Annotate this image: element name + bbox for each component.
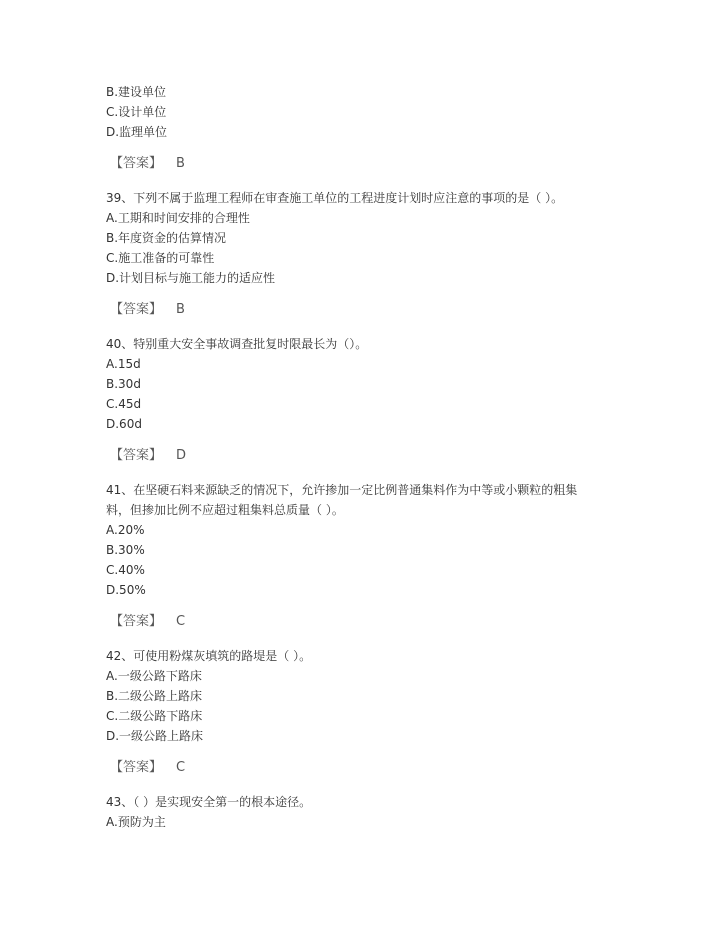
option-b: B.建设单位 bbox=[106, 85, 167, 99]
option-d: D.60d bbox=[106, 417, 142, 431]
question-39 bbox=[106, 188, 626, 320]
option-d: D.监理单位 bbox=[106, 125, 168, 139]
option-c: C.设计单位 bbox=[106, 105, 167, 119]
question-41 bbox=[106, 480, 626, 632]
question-stem-line-1: 41、在坚硬石料来源缺乏的情况下，允许掺加一定比例普通集料作为中等或小颗粒的粗集 bbox=[106, 483, 578, 497]
option-b: B.年度资金的估算情况 bbox=[106, 231, 227, 245]
answer-row bbox=[106, 446, 626, 466]
option-c: C.二级公路下路床 bbox=[106, 709, 203, 723]
option-a: A.工期和时间安排的合理性 bbox=[106, 211, 250, 225]
answer-row bbox=[106, 154, 626, 174]
question-43 bbox=[106, 792, 626, 832]
option-b: B.30% bbox=[106, 543, 145, 557]
option-d: D.一级公路上路床 bbox=[106, 729, 204, 743]
option-b: B.二级公路上路床 bbox=[106, 689, 203, 703]
option-c: C.45d bbox=[106, 397, 142, 411]
answer-key: C bbox=[176, 614, 186, 629]
question-stem: 42、可使用粉煤灰填筑的路堤是（ ）。 bbox=[106, 649, 312, 663]
answer-row bbox=[106, 300, 626, 320]
answer-label: 【答案】 bbox=[110, 156, 163, 171]
option-a: A.15d bbox=[106, 357, 141, 371]
question-stem: 39、下列不属于监理工程师在审查施工单位的工程进度计划时应注意的事项的是（ ）。 bbox=[106, 191, 564, 205]
answer-key: B bbox=[176, 302, 185, 317]
question-40 bbox=[106, 334, 626, 466]
answer-label: 【答案】 bbox=[110, 448, 163, 463]
option-c: C.施工准备的可靠性 bbox=[106, 251, 215, 265]
option-d: D.计划目标与施工能力的适应性 bbox=[106, 271, 276, 285]
option-a: A.预防为主 bbox=[106, 815, 166, 829]
option-a: A.一级公路下路床 bbox=[106, 669, 202, 683]
option-a: A.20% bbox=[106, 523, 145, 537]
answer-key: B bbox=[176, 156, 185, 171]
document-page bbox=[106, 82, 626, 832]
answer-label: 【答案】 bbox=[110, 302, 163, 317]
question-42 bbox=[106, 646, 626, 778]
answer-key: D bbox=[176, 448, 187, 463]
answer-key: C bbox=[176, 760, 186, 775]
answer-label: 【答案】 bbox=[110, 760, 163, 775]
answer-row bbox=[106, 758, 626, 778]
option-b: B.30d bbox=[106, 377, 141, 391]
answer-row bbox=[106, 612, 626, 632]
question-stem: 40、特别重大安全事故调查批复时限最长为（）。 bbox=[106, 337, 368, 351]
question-38-tail bbox=[106, 82, 626, 174]
option-c: C.40% bbox=[106, 563, 145, 577]
option-d: D.50% bbox=[106, 583, 146, 597]
answer-label: 【答案】 bbox=[110, 614, 163, 629]
question-stem-line-2: 料，但掺加比例不应超过粗集料总质量（ ）。 bbox=[106, 503, 344, 517]
question-stem: 43、（ ）是实现安全第一的根本途径。 bbox=[106, 795, 312, 809]
